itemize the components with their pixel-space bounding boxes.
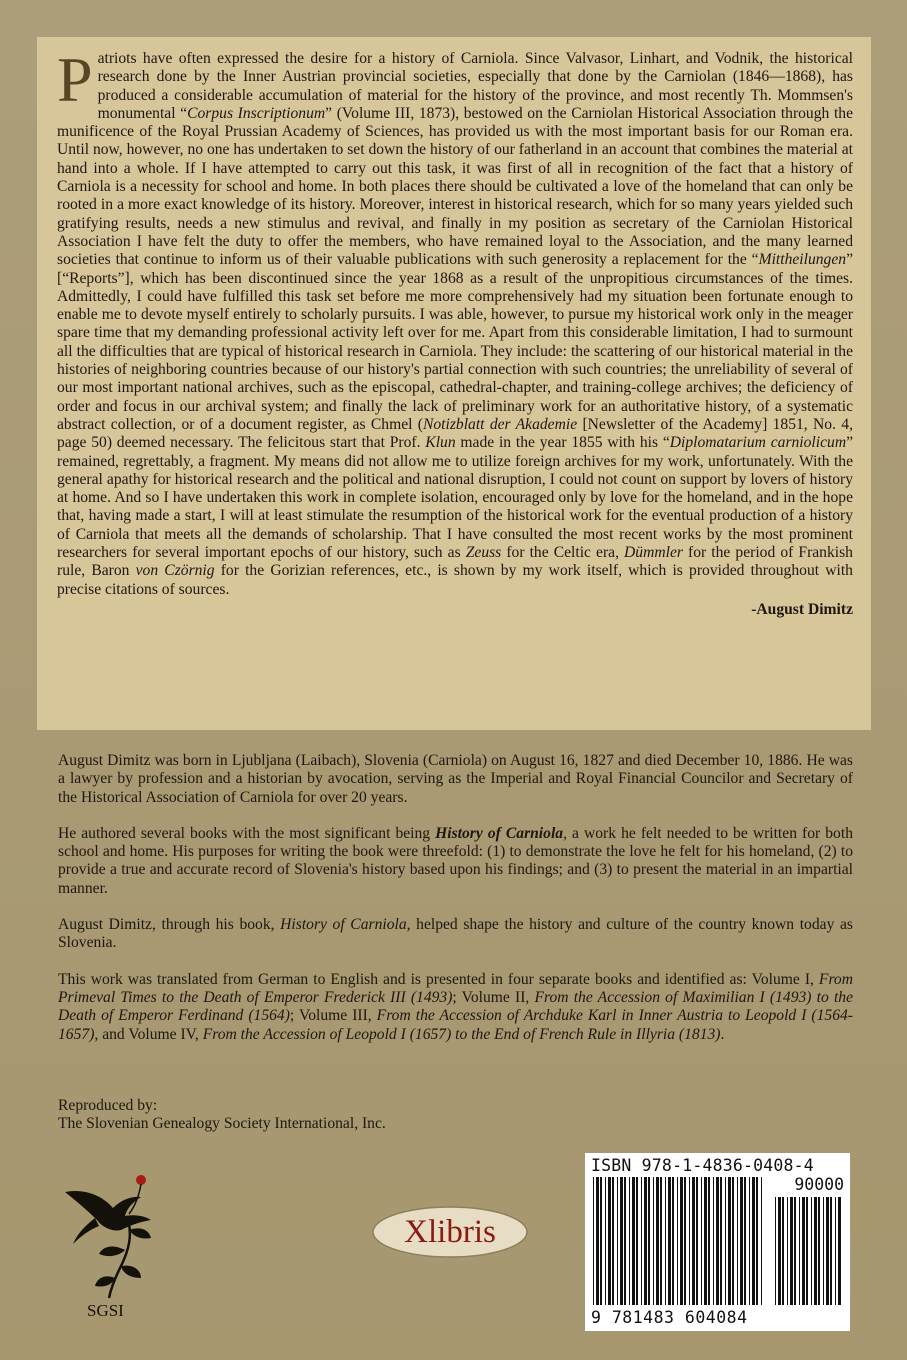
barcode-bar: [744, 1177, 746, 1305]
reproduced-label: Reproduced by:: [58, 1097, 158, 1114]
barcode-bar: [794, 1197, 796, 1305]
bio-text: He authored several books with the most significant being: [58, 824, 436, 842]
bio-paragraph-2: [58, 825, 853, 898]
quote-italic: von Czörnig: [135, 562, 215, 580]
barcode-bar: [814, 1197, 817, 1305]
barcode-bar: [644, 1177, 647, 1305]
barcode-bar: [720, 1177, 722, 1305]
quote-text: atriots have often expressed the desire for a history of Carniola. Since Valvasor, Linhart, and Vodnik, the historical research done by the Inner Austrian provincial societies, especially that done by the Carniolan (1846—1868), has produced a considerable accumulation of material for the history of the province, and most recently Th. Mommsen's monumental “: [97, 50, 853, 122]
quote-signature: -August Dimitz: [751, 600, 853, 618]
barcode-bar: [732, 1177, 734, 1305]
volume-title: From the Accession of Archduke Karl in Inner Austria to Leopold I (1564-1657): [58, 1007, 853, 1043]
barcode-bar: [713, 1177, 714, 1305]
barcode-bar: [593, 1177, 594, 1305]
isbn-label: ISBN 978-1-4836-0408-4: [591, 1156, 814, 1175]
barcode-number: 9 781483 604084: [591, 1308, 748, 1327]
author-quote: [57, 44, 854, 599]
volume-title: From the Accession of Maximilian I (1493) to the Death of Emperor Ferdinand (1564): [58, 988, 853, 1025]
barcode-bar: [778, 1197, 781, 1305]
bio-text: helped shape the history and culture of the country known today as Slovenia.: [58, 916, 853, 952]
barcode-bar: [761, 1177, 762, 1305]
barcode-bar: [600, 1177, 602, 1305]
bio-paragraph-3: [58, 916, 853, 953]
barcode-bar: [782, 1197, 784, 1305]
barcode-bar: [617, 1177, 618, 1305]
barcode-bar: [648, 1177, 650, 1305]
quote-text: for the period of Frankish rule, Baron: [57, 544, 853, 580]
volume-title: From the Accession of Leopold I (1657) to the End of French Rule in Illyria (1813): [202, 1025, 721, 1043]
barcode-bar: [811, 1197, 812, 1305]
quote-text: for the Celtic era,: [501, 544, 625, 562]
quote-text: ” (Volume III, 1873), bestowed on the Carniolan Historical Association through the munificence of the Royal Prussian Academy of Sciences, has provided us with the most important basis for our Roman era. Until now, however, no one has undertaken to set down the history of our fatherland in an account that combines the material at hand into a whole. If I have attempted to carry out this task, it was first of all in recognition of the fact that a history of Carniola is a necessity for school and home. In both places there should be cultivated a love of the homeland that can only be rooted in a more exact knowledge of its history. Moreover, interest in historical research, which for so many years yielded such gratifying results, needs a new stimulus and revival, and finally in my position as secretary of the Carniolan Historical Association I have felt the duty to offer the members, who have remained loyal to the Association, and the many learned societies that continue to inform us of their valuable publications with such generosity a replacement for the “: [57, 104, 854, 269]
quote-text: [Newsletter of the Academy] 1851, No. 4, page 50) deemed necessary. The felicitous start that Prof.: [57, 415, 853, 452]
barcode-bar: [708, 1177, 710, 1305]
barcode-bar: [826, 1197, 829, 1305]
barcode-bar: [689, 1177, 690, 1305]
quote-italic: Notizblatt der Akademie: [422, 415, 578, 433]
barcode-bar: [749, 1177, 750, 1305]
barcode-bar: [802, 1197, 805, 1305]
barcode-bar: [752, 1177, 755, 1305]
barcode-bar: [624, 1177, 626, 1305]
barcode-bar: [629, 1177, 630, 1305]
barcode-bar: [818, 1197, 820, 1305]
volume-title: From Primeval Times to the Death of Emperor Frederick III (1493): [58, 970, 853, 1006]
xlibris-text: Xlibris: [404, 1214, 496, 1250]
barcode-bar: [680, 1177, 683, 1305]
bio-paragraph-4: [58, 971, 853, 1044]
barcode-bar: [830, 1197, 832, 1305]
quote-italic: Klun: [425, 434, 456, 452]
bio-text: ; Volume II,: [452, 988, 535, 1006]
barcode-bar: [636, 1177, 638, 1305]
barcode-bar: [684, 1177, 686, 1305]
barcode-bar: [632, 1177, 635, 1305]
drop-cap: P: [57, 44, 93, 115]
barcode-bar: [835, 1197, 836, 1305]
bio-text: ; Volume III,: [289, 1007, 377, 1025]
sgsi-logo: [55, 1170, 170, 1320]
barcode-bar: [612, 1177, 614, 1305]
quote-text: for the Gorizian references, etc., is shown by my work itself, which is provided throughout with precise citations of sources.: [57, 562, 853, 598]
barcode-bar: [672, 1177, 674, 1305]
xlibris-logo: [370, 1204, 530, 1260]
bio-paragraph-1: August Dimitz was born in Ljubljana (Laibach), Slovenia (Carniola) on August 16, 1827 and died December 10, 1886. He was a lawyer by profession and a historian by avocation, serving as the Imperial and Royal Financial Councilor and Secretary of the Historical Association of Carniola for over 20 years.: [58, 752, 853, 806]
barcode-bar: [823, 1197, 824, 1305]
bio-text: August Dimitz, through his book,: [58, 916, 281, 934]
barcode-bar: [677, 1177, 678, 1305]
barcode-bar: [653, 1177, 654, 1305]
quote-panel: [37, 37, 871, 730]
isbn-barcode: [585, 1153, 850, 1331]
barcode-bar: [692, 1177, 695, 1305]
book-title: History of Carniola,: [280, 916, 411, 934]
quote-italic: Zeuss: [465, 544, 502, 562]
sgsi-text: SGSI: [87, 1301, 124, 1320]
barcode-bar: [756, 1177, 758, 1305]
quote-text: ” remained, regrettably, a fragment. My means did not allow me to utilize foreign archives for my work, unfortunately. With the general apathy for historical research and the political and national disruption, I could not count on support by lovers of history at home. And so I have undertaken this work in complete isolation, encouraged only by love for the homeland, and in the hope that, having made a start, I will at least stimulate the resumption of the historical work for the eventual production of a history of Carniola that meets all the demands of scholarship. That I have consulted the most recent works by the most prominent researchers for several important epochs of our history, such as: [57, 434, 854, 562]
barcode-bar: [737, 1177, 738, 1305]
price-code: 90000: [794, 1175, 844, 1194]
barcode-bar: [620, 1177, 623, 1305]
quote-italic: Mittheilungen: [758, 251, 847, 269]
barcode-bar: [704, 1177, 707, 1305]
quote-text: ” [“Reports”], which has been discontinued since the year 1868 as a result of the unpropitious circumstances of the times. Admittedly, I could have fulfilled this task set before me more comprehensively had my situation been fortunate enough to enable me to devote myself entirely to scholarly pursuits. I was able, however, to pursue my historical work only in the meager spare time that my demanding professional activity left over for me. Apart from this considerable limitation, I had to surmount all the difficulties that are typical of historical research in Carniola. They include: the scattering of our historical material in the histories of neighboring countries because of our history's partial connection with such countries; the unreliability of several of our most important national archives, such as the episcopal, cathedral-chapter, and training-college archives; the deficiency of order and focus in our archival system; and finally the lack of preliminary work for an authoritative history, of a systematic abstract collection, or of a document register, as Chmel (: [57, 251, 853, 433]
barcode-bar: [838, 1197, 841, 1305]
quote-italic: Dümmler: [624, 544, 683, 562]
reproduced-by: [58, 1097, 658, 1134]
barcode-bar: [665, 1177, 666, 1305]
quote-text: made in the year 1855 with his “: [455, 434, 670, 452]
bio-text: , a work he felt needed to be written for both school and home. His purposes for writing the book were threefold: (1) to demonstrate the love he felt for his homeland, (2) to provide a true and accurate record of Slovenia's history based upon his findings; and (3) to present the material in an impartial manner.: [58, 824, 853, 897]
barcode-bar: [728, 1177, 731, 1305]
barcode-bar: [696, 1177, 698, 1305]
barcode-bar: [596, 1177, 599, 1305]
author-biography: [58, 752, 853, 1062]
barcode-bar: [787, 1197, 788, 1305]
barcode-bar: [641, 1177, 642, 1305]
barcode-bar: [725, 1177, 726, 1305]
rose-icon: [129, 1175, 146, 1214]
barcode-bar: [806, 1197, 808, 1305]
book-title: History of Carniola: [435, 824, 564, 842]
bio-text: .: [720, 1025, 725, 1043]
barcode-bar: [775, 1197, 776, 1305]
reproduced-org: The Slovenian Genealogy Society International, Inc.: [58, 1115, 386, 1133]
barcode-bar: [790, 1197, 793, 1305]
bio-text: , and Volume IV,: [94, 1025, 203, 1043]
barcode-bar: [605, 1177, 606, 1305]
barcode-bar: [608, 1177, 611, 1305]
barcode-bar: [701, 1177, 702, 1305]
barcode-bar: [656, 1177, 659, 1305]
quote-italic: Corpus Inscriptionum: [187, 104, 326, 122]
barcode-bar: [660, 1177, 662, 1305]
quote-italic: Diplomatarium carniolicum: [669, 434, 847, 452]
barcode-bar: [799, 1197, 800, 1305]
barcode-bar: [668, 1177, 671, 1305]
barcode-bar: [716, 1177, 719, 1305]
barcode-bar: [740, 1177, 743, 1305]
bio-text: This work was translated from German to English and is presented in four separate books and identified as: Volume I,: [58, 970, 819, 988]
